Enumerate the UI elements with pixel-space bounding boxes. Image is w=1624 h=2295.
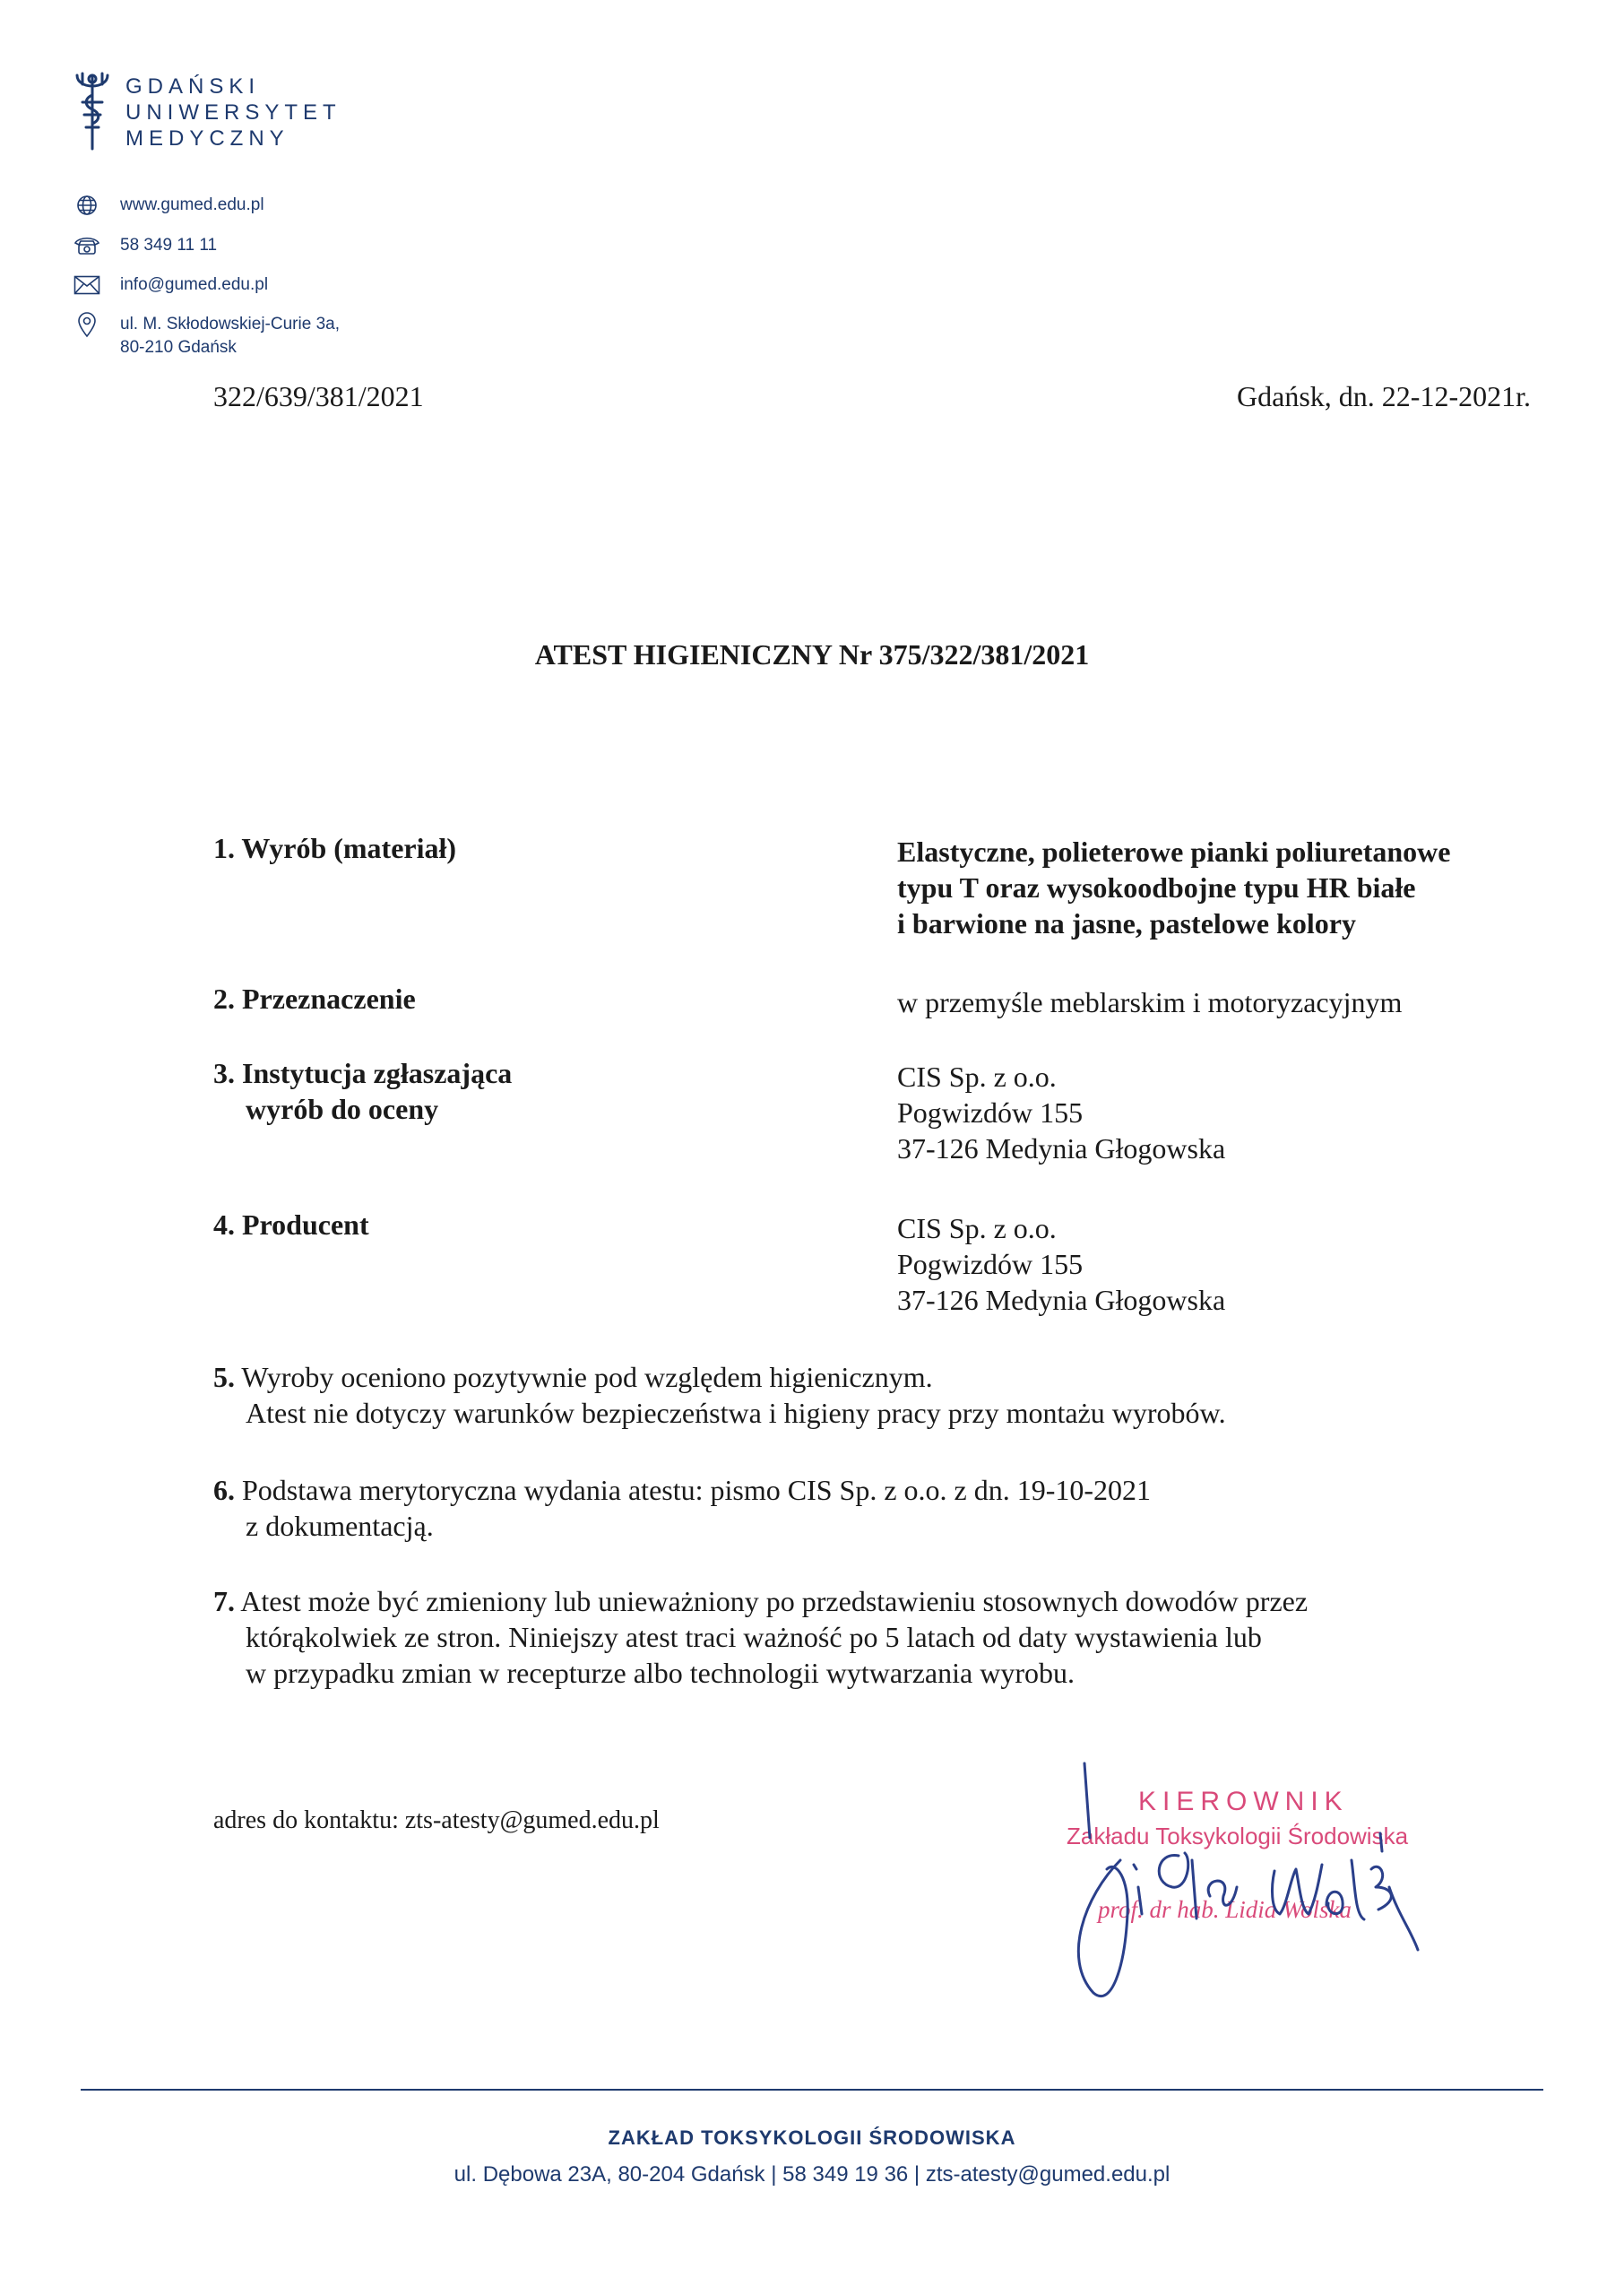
university-name-line: GDAŃSKI bbox=[125, 74, 261, 99]
numbered-paragraph bbox=[213, 1583, 1308, 1691]
item-value-line: typu T oraz wysokoodbojne typu HR białe bbox=[897, 871, 1416, 904]
contact-website bbox=[73, 194, 264, 217]
item-value-line: w przemyśle meblarskim i motoryzacyjnym bbox=[897, 986, 1403, 1018]
document-title: ATEST HIGIENICZNY Nr 375/322/381/2021 bbox=[534, 638, 1090, 671]
phone-number: 58 349 11 11 bbox=[120, 236, 218, 255]
address-text bbox=[120, 313, 340, 359]
website-link[interactable]: www.gumed.edu.pl bbox=[120, 195, 264, 214]
handwritten-signature bbox=[1067, 1753, 1425, 2004]
university-logo-icon bbox=[72, 70, 113, 151]
footer-department: ZAKŁAD TOKSYKOLOGII ŚRODOWISKA bbox=[608, 2126, 1016, 2149]
item-value bbox=[897, 1059, 1225, 1166]
item-label-line: 1. Wyrób (materiał) bbox=[213, 832, 457, 864]
item-value bbox=[897, 984, 1402, 1020]
paragraph-line: Podstawa merytoryczna wydania atestu: pismo CIS Sp. z o.o. z dn. 19-10-2021 bbox=[242, 1474, 1152, 1506]
numbered-paragraph bbox=[213, 1359, 1226, 1431]
contact-address bbox=[73, 313, 340, 359]
place-date: Gdańsk, dn. 22-12-2021r. bbox=[1237, 380, 1531, 412]
university-name-line: MEDYCZNY bbox=[125, 126, 289, 151]
item-label bbox=[213, 981, 416, 1017]
official-stamp bbox=[1067, 1753, 1425, 2004]
item-value-line: CIS Sp. z o.o. bbox=[897, 1061, 1057, 1093]
item-value-line: 37-126 Medynia Głogowska bbox=[897, 1132, 1226, 1165]
item-value-line: Elastyczne, polieterowe pianki poliuretanowe bbox=[897, 836, 1451, 868]
contact-email-note: adres do kontaktu: zts-atesty@gumed.edu.pl bbox=[213, 1806, 660, 1834]
paragraph-line: Atest może być zmieniony lub unieważniony po przedstawieniu stosownych dowodów przez bbox=[240, 1585, 1309, 1617]
university-name bbox=[125, 74, 341, 152]
item-label bbox=[213, 1207, 369, 1243]
item-value-line: 37-126 Medynia Głogowska bbox=[897, 1284, 1226, 1316]
paragraph-number: 5. bbox=[213, 1361, 235, 1393]
item-label bbox=[213, 1055, 512, 1127]
address-line: ul. M. Skłodowskiej-Curie 3a, bbox=[120, 315, 340, 333]
stamp-department: Zakładu Toksykologii Środowiska bbox=[1067, 1823, 1409, 1849]
phone-icon bbox=[73, 234, 100, 257]
footer-divider bbox=[81, 2089, 1543, 2091]
globe-icon bbox=[73, 194, 100, 217]
email-link[interactable]: info@gumed.edu.pl bbox=[120, 275, 269, 294]
university-name-line: UNIWERSYTET bbox=[125, 100, 341, 125]
footer-details: ul. Dębowa 23A, 80-204 Gdańsk | 58 349 19 36 | zts-atesty@gumed.edu.pl bbox=[454, 2162, 1170, 2187]
paragraph-line: Wyroby oceniono pozytywnie pod względem higienicznym. bbox=[241, 1361, 933, 1393]
item-value bbox=[897, 834, 1450, 941]
item-label-line: 3. Instytucja zgłaszająca bbox=[213, 1057, 513, 1089]
item-label bbox=[213, 830, 456, 866]
item-value-line: CIS Sp. z o.o. bbox=[897, 1212, 1057, 1244]
item-value-line: Pogwizdów 155 bbox=[897, 1248, 1084, 1280]
item-value-line: i barwione na jasne, pastelowe kolory bbox=[897, 907, 1356, 940]
paragraph-line: z dokumentacją. bbox=[246, 1510, 434, 1542]
item-value-line: Pogwizdów 155 bbox=[897, 1096, 1084, 1129]
paragraph-number: 7. bbox=[213, 1585, 235, 1617]
contact-phone bbox=[73, 234, 217, 257]
stamp-title: KIEROWNIK bbox=[1138, 1787, 1349, 1816]
envelope-icon bbox=[73, 273, 100, 297]
paragraph-line: którąkolwiek ze stron. Niniejszy atest traci ważność po 5 latach od daty wystawienia lub bbox=[246, 1621, 1262, 1653]
location-pin-icon bbox=[73, 313, 100, 336]
paragraph-line: Atest nie dotyczy warunków bezpieczeństwa i higieny pracy przy montażu wyrobów. bbox=[246, 1397, 1226, 1429]
paragraph-line: w przypadku zmian w recepturze albo technologii wytwarzania wyrobu. bbox=[246, 1657, 1075, 1689]
stamp-name: prof. dr hab. Lidia Wolska bbox=[1098, 1896, 1352, 1923]
item-label-line: 4. Producent bbox=[213, 1208, 369, 1241]
item-value bbox=[897, 1210, 1225, 1318]
address-line: 80-210 Gdańsk bbox=[120, 338, 237, 357]
reference-number: 322/639/381/2021 bbox=[213, 380, 424, 412]
contact-email bbox=[73, 273, 268, 297]
item-label-line: 2. Przeznaczenie bbox=[213, 983, 416, 1015]
paragraph-number: 6. bbox=[213, 1474, 235, 1506]
numbered-paragraph bbox=[213, 1472, 1151, 1544]
item-label-line: wyrób do oceny bbox=[246, 1093, 439, 1125]
